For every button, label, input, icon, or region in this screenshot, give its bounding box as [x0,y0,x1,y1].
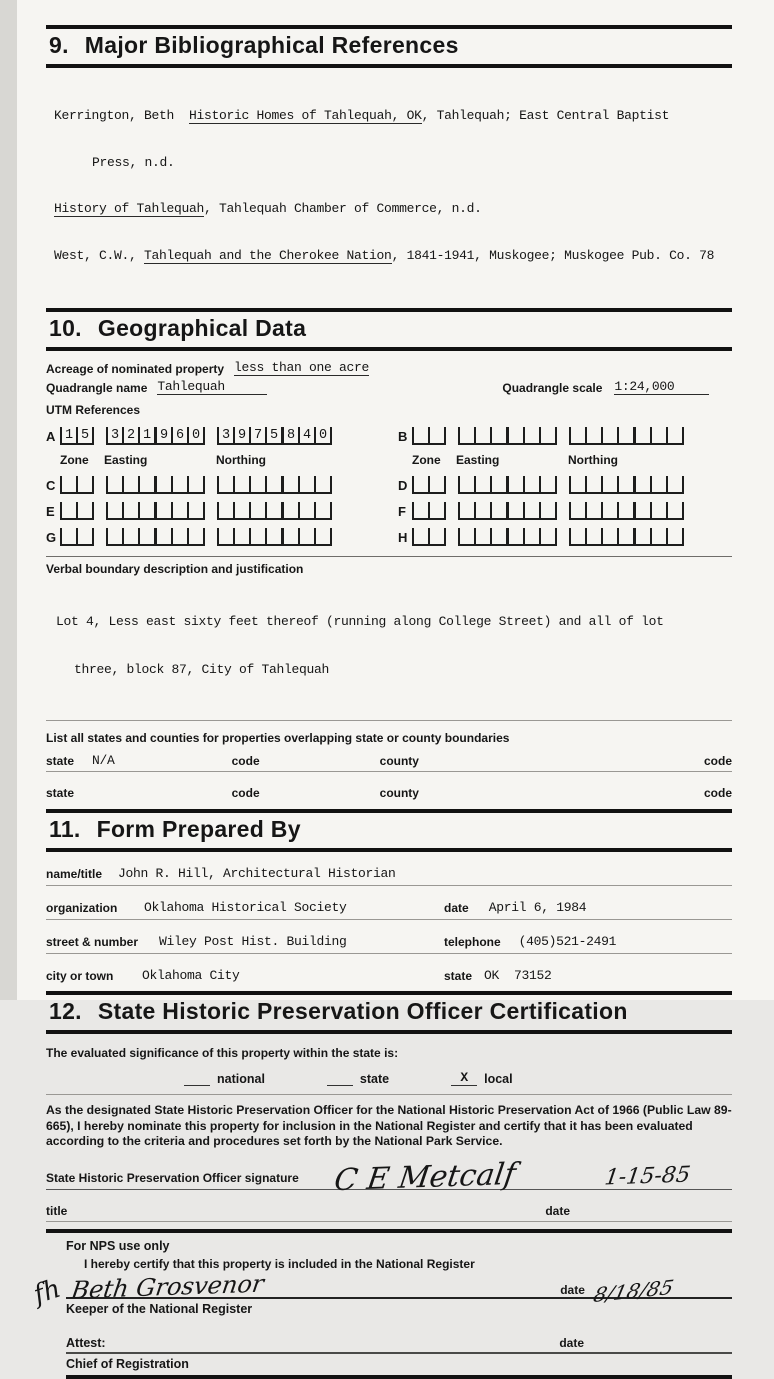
city-town-label: city or town [46,969,114,983]
bib-line: Press, n.d. [92,154,175,170]
verbal-boundary-text: Lot 4, Less east sixty feet thereof (running along College Street) and all of lot three, block 87, City of Tahlequah [56,614,664,677]
keeper-signature-row [66,1269,732,1307]
quadrangle-name-label: Quadrangle name [46,381,148,395]
state-value: OK 73152 [484,968,552,983]
city-town-row [46,954,732,987]
organization-label: organization [46,901,118,915]
section-9-heading [46,25,732,68]
local-option: local [484,1072,513,1086]
code-label: code [703,786,732,800]
scan-edge [0,0,17,1000]
utm-easting-cells: 3 2 1 9 6 0 [106,427,205,445]
date-label: date [560,1282,585,1297]
county-label: county [379,786,419,800]
utm-row-g: G [46,528,398,546]
utm-row-b: B [398,427,732,445]
chief-of-registration-label: Chief of Registration [66,1357,732,1379]
street-number-label: street & number [46,935,139,949]
shpo-signature-label: State Historic Preservation Officer signature [46,1170,299,1185]
utm-references-label: UTM References [46,403,141,417]
bib-line: Kerrington, Beth Historic Homes of Tahlequah, OK, Tahlequah; East Central Baptist [54,108,670,123]
state-label: state [46,754,75,768]
shpo-signature: C E Metcalf [331,1156,518,1198]
section-number: 11. [49,816,81,842]
name-title-value: John R. Hill, Architectural Historian [118,866,396,881]
utm-grid [46,427,732,554]
certification-paragraph: As the designated State Historic Preservation Officer for the National Historic Preservation Act of 1966 (Public Law 89-665), I hereby nominate this property for inclusion in the National Register and certify that it has been evaluated according to the criteria and procedures set forth by the National Park Service. [46,1103,732,1148]
significance-label: The evaluated significance of this property within the state is: [46,1046,399,1060]
utm-row-f: F [398,502,732,520]
section-11-heading [46,809,732,852]
section-title: State Historic Preservation Officer Certification [97,998,628,1024]
section-number: 9. [49,32,69,58]
nps-certify-line: I hereby certify that this property is included in the National Register [84,1256,475,1271]
code-label: code [231,754,260,768]
section-title: Geographical Data [97,315,307,341]
verbal-boundary-label: Verbal boundary description and justification [46,562,304,576]
utm-row-c: C [46,476,398,494]
state-option: state [359,1072,390,1086]
keeper-initials-mark: fh [30,1273,65,1310]
city-town-value: Oklahoma City [142,968,240,983]
section-title: Form Prepared By [96,816,301,842]
section-12-heading [46,991,732,1034]
date-label: date [559,1335,584,1350]
organization-row [46,886,732,920]
divider [46,1094,732,1095]
acreage-label: Acreage of nominated property [46,362,225,376]
bib-line: West, C.W., Tahlequah and the Cherokee Nation, 1841-1941, Muskogee; Muskogee Pub. Co. 78 [54,247,715,263]
shpo-signature-row [46,1156,732,1198]
keeper-label: Keeper of the National Register [66,1301,253,1316]
shpo-signature-date: 1-15-85 [602,1162,692,1190]
utm-column-labels: Zone Easting Northing [60,453,266,467]
divider [46,720,732,721]
section-number: 10. [49,315,82,341]
bib-line: History of Tahlequah, Tahlequah Chamber of Commerce, n.d. [54,201,482,216]
national-option: national [217,1072,265,1086]
section-title: Major Bibliographical References [84,32,459,58]
significance-options [184,1070,732,1086]
utm-row-h: H [398,528,732,546]
utm-northing-cells: 3 9 7 5 8 4 0 [217,427,332,445]
bibliography [54,77,732,294]
utm-zone-cells: 1 5 [60,427,94,445]
title-label: title [46,1203,68,1218]
states-counties-label: List all states and counties for properties overlapping state or county boundaries [46,731,510,745]
quadrangle-scale-value: 1:24,000 [614,379,709,395]
date-value: April 6, 1984 [488,900,587,915]
section-10-heading [46,308,732,351]
telephone-label: telephone [444,935,501,949]
quadrangle-name-value: Tahlequah [157,379,267,395]
section-number: 12. [49,998,82,1024]
street-number-row [46,920,732,954]
utm-row-d: D [398,476,732,494]
date-label: date [444,901,469,915]
nps-header: For NPS use only [66,1238,170,1253]
utm-column-labels: Zone Easting Northing [412,453,618,467]
utm-left-column [46,427,398,554]
telephone-value: (405)521-2491 [518,934,617,949]
attest-label: Attest: [66,1335,106,1350]
attest-row [66,1336,732,1354]
title-date-row [46,1204,732,1222]
name-title-row [46,852,732,886]
state-county-row-2 [46,786,732,803]
code-label: code [703,754,732,768]
quadrangle-fields [46,379,732,395]
state-label: state [444,969,473,983]
nps-use-only-box [30,1229,732,1379]
date-label: date [545,1203,571,1218]
name-title-label: name/title [46,867,103,881]
quadrangle-scale-label: Quadrangle scale [502,381,603,395]
code-label: code [231,786,260,800]
acreage-field [46,360,732,376]
utm-row-a: A 1 5 3 2 1 9 6 0 3 9 7 5 8 4 0 [46,427,398,445]
local-checkmark: X [451,1070,477,1086]
utm-row-e: E [46,502,398,520]
street-number-value: Wiley Post Hist. Building [159,934,347,949]
national-blank [184,1085,210,1086]
state-blank [327,1085,353,1086]
keeper-signature-date: 8/18/85 [591,1274,676,1307]
utm-right-column [398,427,732,554]
divider [46,556,732,557]
state-label: state [46,786,75,800]
acreage-value: less than one acre [234,360,370,375]
keeper-signature: Beth Grosvenor [69,1269,266,1304]
county-label: county [379,754,419,768]
state-county-row-1 [46,753,732,772]
state-value: N/A [92,753,115,768]
organization-value: Oklahoma Historical Society [144,900,347,915]
